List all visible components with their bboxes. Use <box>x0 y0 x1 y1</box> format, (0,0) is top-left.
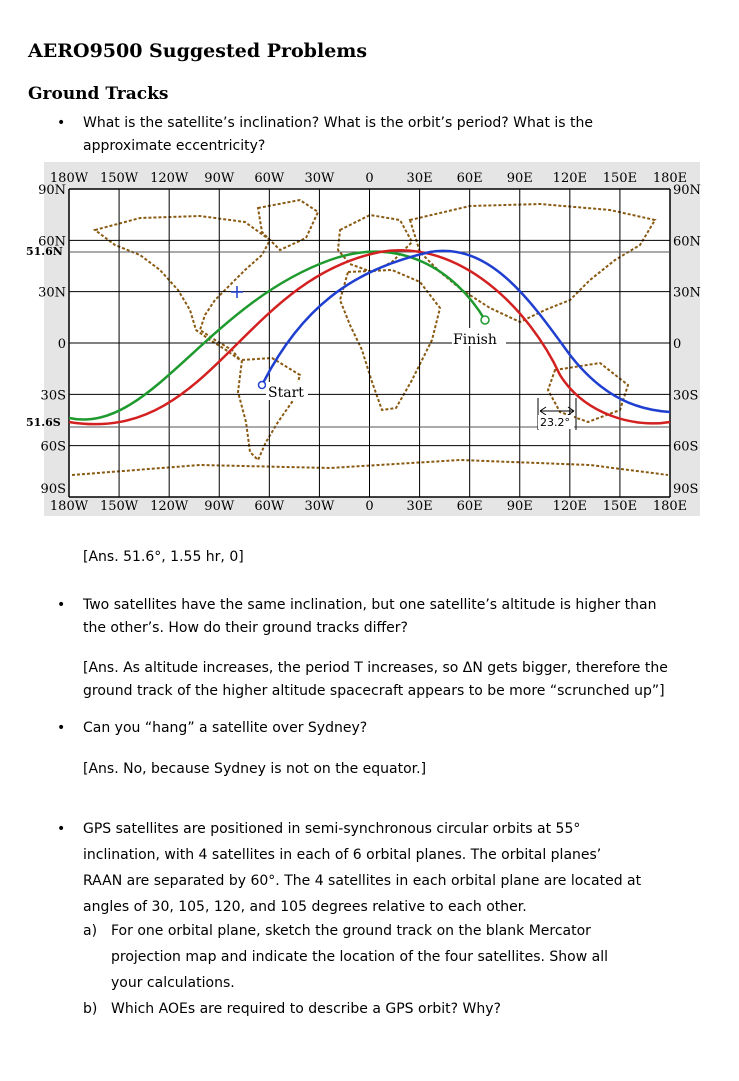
question-4b <box>83 996 643 1022</box>
top-lon-label: 150E <box>602 171 638 186</box>
top-lon-label: 90W <box>204 171 235 186</box>
question-4 <box>57 816 643 920</box>
bottom-lon-label: 120W <box>150 499 189 514</box>
top-lon-label: 180W <box>49 171 89 186</box>
left-lat-label: 60S <box>40 439 66 455</box>
question-4b-text: Which AOEs are required to describe a GPS orbit? Why? <box>111 1001 501 1017</box>
inc-south-label: 51.6S <box>26 416 61 429</box>
bottom-lon-label: 60W <box>254 499 285 514</box>
top-lon-label: 120E <box>552 171 587 186</box>
start-marker <box>259 382 266 389</box>
item-letter-a: a) <box>83 923 98 939</box>
right-lat-label: 30N <box>673 285 701 301</box>
top-lon-label: 30W <box>304 171 335 186</box>
top-lon-label: 0 <box>365 171 374 186</box>
delta-label: 23.2° <box>540 416 570 429</box>
question-2-text: Two satellites have the same inclination, but one satellite’s altitude is higher than the other’s. How do their ground tracks differ? <box>83 597 657 636</box>
question-2 <box>57 594 683 640</box>
bottom-lon-label: 90W <box>204 499 235 514</box>
question-4a <box>83 918 643 996</box>
bottom-lon-label: 120E <box>552 499 587 514</box>
right-lat-label: 60S <box>673 439 699 455</box>
bottom-lon-label: 150W <box>99 499 139 514</box>
top-lon-label: 90E <box>506 171 533 186</box>
item-letter-b: b) <box>83 1001 98 1017</box>
right-lat-label: 30S <box>673 388 699 404</box>
left-lat-label: 90S <box>40 482 66 497</box>
bullet: • <box>57 115 66 131</box>
right-lat-label: 90S <box>673 482 699 497</box>
top-lon-label: 120W <box>150 171 189 186</box>
top-lon-label: 60W <box>254 171 285 186</box>
bottom-lon-label: 180E <box>652 499 688 514</box>
left-lat-label: 30S <box>40 388 66 404</box>
bullet: • <box>57 821 66 837</box>
bottom-lon-label: 30E <box>406 499 433 514</box>
bullet: • <box>57 597 66 613</box>
question-3 <box>57 717 683 740</box>
section-heading: Ground Tracks <box>28 84 169 104</box>
start-label: Start <box>268 385 304 401</box>
left-lat-label: 0 <box>57 337 66 352</box>
top-lon-label: 150W <box>99 171 139 186</box>
top-lon-label: 60E <box>456 171 483 186</box>
page-title: AERO9500 Suggested Problems <box>28 40 368 62</box>
question-4a-text: For one orbital plane, sketch the ground track on the blank Mercator projection map and indicate the location of the four satellites. Show all your calculations. <box>111 923 608 991</box>
top-lon-label: 30E <box>406 171 433 186</box>
question-1 <box>57 112 683 158</box>
finish-marker <box>481 316 489 324</box>
right-lat-label: 90N <box>673 183 701 198</box>
right-lat-label: 0 <box>673 337 682 352</box>
answer-1: [Ans. 51.6°, 1.55 hr, 0] <box>83 549 244 565</box>
ground-track-map <box>0 160 739 520</box>
left-lat-label: 30N <box>38 285 66 301</box>
left-lat-label: 60N <box>38 234 66 250</box>
bottom-lon-label: 150E <box>602 499 638 514</box>
question-1-text: What is the satellite’s inclination? What is the orbit’s period? What is the approximate eccentricity? <box>83 115 594 154</box>
bottom-lon-label: 180W <box>49 499 89 514</box>
answer-2: [Ans. As altitude increases, the period T increases, so ΔN gets bigger, therefore the ground track of the higher altitude spacecraft appears to be more “scrunched up”] <box>83 660 668 699</box>
question-3-text: Can you “hang” a satellite over Sydney? <box>83 720 368 736</box>
answer-3: [Ans. No, because Sydney is not on the equator.] <box>83 761 427 777</box>
question-4-text: GPS satellites are positioned in semi-synchronous circular orbits at 55° inclination, with 4 satellites in each of 6 orbital planes. The orbital planes’ RAAN are separated by 60°. The 4 satellites in each orbital plane are located at angles of 30, 105, 120, and 105 degrees relative to each other. <box>83 821 642 915</box>
top-lon-label: 180E <box>652 171 688 186</box>
bottom-lon-label: 60E <box>456 499 483 514</box>
bottom-lon-label: 30W <box>304 499 335 514</box>
finish-label: Finish <box>453 332 497 348</box>
right-lat-label: 60N <box>673 234 701 250</box>
left-lat-label: 90N <box>38 183 66 198</box>
bottom-lon-label: 90E <box>506 499 533 514</box>
inc-north-label: 51.6N <box>26 245 63 258</box>
bottom-lon-label: 0 <box>365 499 374 514</box>
bullet: • <box>57 720 66 736</box>
